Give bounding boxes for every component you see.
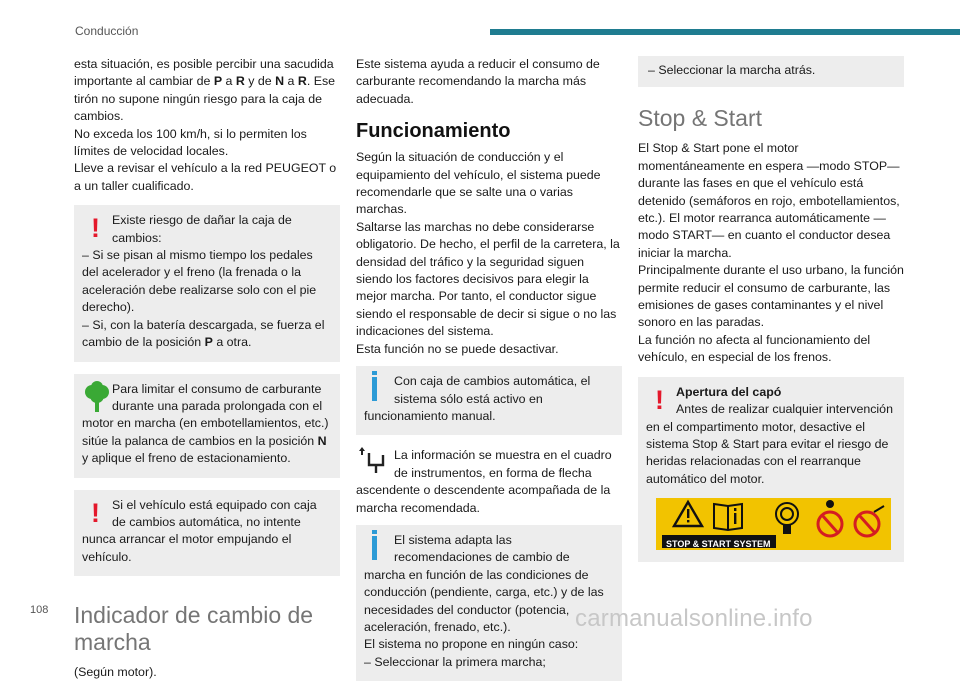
warning-exclamation-icon: ! (91, 213, 100, 244)
section-title: Conducción (75, 24, 139, 38)
warning-note (74, 490, 340, 577)
note-text: Existe riesgo de dañar la caja de cambios: (112, 213, 292, 245)
paragraph: Lleve a revisar el vehículo a la red PEUGEOT o a un taller cualificado. (74, 161, 337, 193)
paragraph: La función no afecta al funcionamiento del vehículo, en especial de los frenos. (638, 332, 871, 365)
note-text: Si el vehículo está equipado con caja de cambios automática, no intente nunca arrancar el motor empujando el vehículo. (82, 497, 317, 564)
section-heading: Stop & Start (638, 105, 763, 132)
warning-note (74, 205, 340, 361)
note-text: – Si se pisan al mismo tiempo los pedales del acelerador y el freno (la frenada o la aceleración debe realizarse solo con el pie derecho). (82, 248, 317, 315)
paragraph: El Stop & Start pone el motor momentáneamente en espera —modo STOP— durante las fases en que el vehículo está detenido (semáforos en rojo, embotellamientos, etc.). El motor rearranca automáticamente — modo START— en cuanto el conductor desea iniciar la marcha. (638, 141, 900, 260)
warning-note (638, 377, 904, 562)
note-title: Apertura del capó (676, 384, 782, 399)
note-text: El sistema no propone en ningún caso: (364, 637, 579, 652)
paragraph: La información se muestra en el cuadro de instrumentos, en forma de flecha ascendente o descendente acompañada de la marcha recomendada. (356, 448, 612, 515)
note-text: – Seleccionar la primera marcha; (364, 654, 546, 669)
header-accent-bar (490, 29, 960, 35)
note-text: – Seleccionar la marcha atrás. (648, 63, 816, 77)
paragraph: No exceda los 100 km/h, si lo permiten los límites de velocidad locales. (74, 126, 307, 159)
paragraph: Este sistema ayuda a reducir el consumo de carburante recomendando la marcha más adecuada. (356, 57, 600, 106)
stop-start-warning-label (656, 498, 891, 550)
note-text: Para limitar el consumo de carburante durante una parada prolongada con el motor en marcha (en embotellamientos, etc.) sitúe la palanca de cambios en la posición N y aplique el freno de estacionamiento. (82, 381, 329, 466)
paragraph: Saltarse las marchas no debe considerarse obligatorio. De hecho, el perfil de la carretera, la densidad del tráfico y la seguridad siguen siendo los factores decisivos para elegir la mejor marcha. Por tanto, el conductor sigue siendo el responsable de decir si sigue o no las indicaciones del sistema. (356, 219, 620, 339)
warning-exclamation-icon: ! (91, 497, 100, 528)
note-text: Antes de realizar cualquier intervención en el compartimento motor, desactive el sistema Stop & Start para evitar el riesgo de heridas relacionadas con el rearranque automático del motor. (646, 402, 893, 486)
warning-exclamation-icon: ! (655, 384, 664, 415)
gear-shift-indicator-icon (356, 447, 394, 475)
column-2 (356, 56, 622, 681)
note-text: – Si, con la batería descargada, se fuerza el cambio de la posición P a otra. (82, 317, 325, 350)
note-text: Con caja de cambios automática, el sistema sólo está activo en funcionamiento manual. (364, 374, 591, 423)
paragraph: esta situación, es posible percibir una sacudida importante al cambiar de P a R y de N a R. Ese tirón no supone ningún riesgo para la caja de cambios. (74, 57, 336, 124)
info-note (356, 366, 622, 435)
paragraph: Según la situación de conducción y el equipamiento del vehículo, el sistema puede recomendarle que se salte una o varias marchas. (356, 150, 601, 217)
column-1 (74, 56, 340, 682)
paragraph: (Según motor). (74, 665, 157, 680)
info-icon (364, 373, 394, 407)
info-icon (364, 532, 394, 566)
info-note (356, 525, 622, 681)
note-text: El sistema adapta las recomendaciones de cambio de marcha en función de las condiciones de conducción (pendiente, carga, etc.) y de las necesidades del conductor (potencia, aceleración, frenado, etc.). (364, 532, 604, 634)
paragraph: Principalmente durante el uso urbano, la función permite reducir el consumo de carburante, las emisiones de gases contaminantes y el nivel sonoro en las paradas. (638, 263, 904, 330)
watermark: carmanualsonline.info (575, 605, 813, 632)
column-3 (638, 56, 904, 562)
eco-tree-icon (82, 381, 112, 415)
info-note-continued (638, 56, 904, 87)
paragraph: Esta función no se puede desactivar. (356, 341, 559, 356)
section-heading: Indicador de cambio de marcha (74, 602, 314, 656)
eco-note (74, 374, 340, 478)
page-number: 108 (30, 604, 49, 616)
label-text: STOP & START SYSTEM (666, 539, 771, 550)
gear-indicator-block (356, 447, 622, 517)
section-heading: Funcionamiento (356, 120, 511, 143)
